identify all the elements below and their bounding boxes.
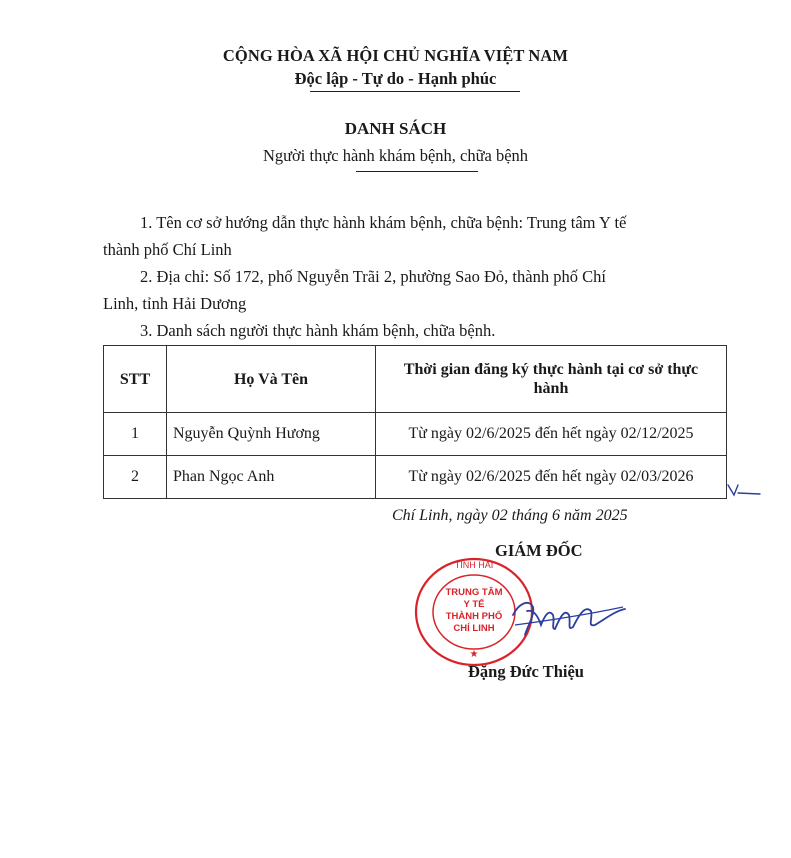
national-motto: Độc lập - Tự do - Hạnh phúc <box>294 69 497 88</box>
stamp-line-1: TRUNG TÂM <box>445 587 503 598</box>
stamp-line-3: THÀNH PHỐ <box>445 611 503 622</box>
item-1-line-1: 1. Tên cơ sở hướng dẫn thực hành khám bệnh, chữa bệnh: Trung tâm Y tế <box>140 213 627 232</box>
row-stt: 2 <box>104 456 167 499</box>
stamp-line-2: Y TẾ <box>463 599 485 610</box>
row-period: Từ ngày 02/6/2025 đến hết ngày 02/03/2026 <box>376 456 727 499</box>
signer-position: GIÁM ĐỐC <box>495 541 583 560</box>
table-row <box>104 456 727 499</box>
table-row <box>104 413 727 456</box>
motto-underline <box>310 91 520 92</box>
practitioner-table <box>103 345 727 499</box>
signer-name: Đặng Đức Thiệu <box>468 662 584 681</box>
header-period-line-1: Thời gian đăng ký thực hành tại cơ sở thực <box>403 361 699 378</box>
item-3: 3. Danh sách người thực hành khám bệnh, chữa bệnh. <box>140 321 496 340</box>
header-name: Họ Và Tên <box>167 346 376 413</box>
document-subtitle: Người thực hành khám bệnh, chữa bệnh <box>262 146 529 165</box>
subtitle-underline <box>356 171 478 172</box>
svg-text:★: ★ <box>469 649 479 660</box>
place-date: Chí Linh, ngày 02 tháng 6 năm 2025 <box>392 507 628 524</box>
header-stt: STT <box>104 346 167 413</box>
item-2-line-1: 2. Địa chỉ: Số 172, phố Nguyễn Trãi 2, phường Sao Đỏ, thành phố Chí <box>140 267 606 286</box>
table-header-row <box>104 346 727 413</box>
document-title: DANH SÁCH <box>344 119 447 138</box>
row-period: Từ ngày 02/6/2025 đến hết ngày 02/12/2025 <box>376 413 727 456</box>
row-name: Phan Ngọc Anh <box>167 456 376 499</box>
row-stt: 1 <box>104 413 167 456</box>
handwritten-mark <box>724 477 764 501</box>
header-period-line-2: hành <box>533 380 569 397</box>
header-period <box>376 346 727 413</box>
item-1-line-2: thành phố Chí Linh <box>103 240 232 259</box>
stamp-ring-text: TỈNH HẢI <box>454 560 494 570</box>
national-header: CỘNG HÒA XÃ HỘI CHỦ NGHĨA VIỆT NAM <box>222 46 569 65</box>
row-name: Nguyễn Quỳnh Hương <box>167 413 376 456</box>
item-2-line-2: Linh, tỉnh Hải Dương <box>103 294 247 313</box>
handwritten-signature <box>505 585 630 645</box>
stamp-line-4: CHÍ LINH <box>453 623 495 634</box>
